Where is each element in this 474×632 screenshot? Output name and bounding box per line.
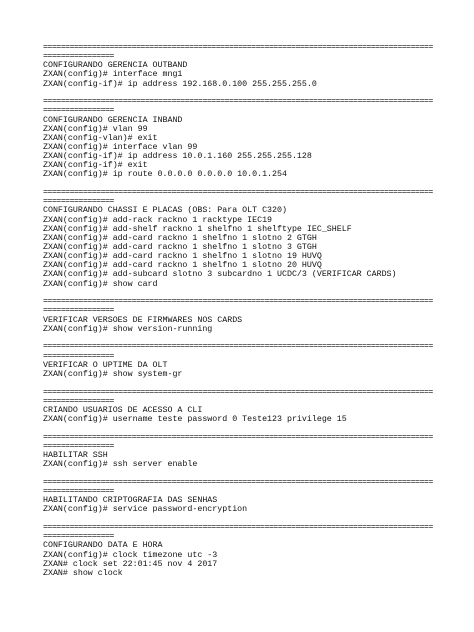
separator-rule-long: ======================================================================================== <box>43 297 433 307</box>
separator-rule-long: ======================================================================================== <box>43 523 433 533</box>
command-line: ZXAN(config)# clock timezone utc -3 <box>43 550 218 560</box>
section-heading: CONFIGURANDO GERENCIA OUTBAND <box>43 61 188 71</box>
command-line: ZXAN(config)# add-card rackno 1 shelfno 1 slotno 3 GTGH <box>43 243 317 252</box>
section <box>43 379 463 424</box>
command-line: ZXAN(config)# show card <box>43 279 158 289</box>
command-line: ZXAN(config-vlan)# exit <box>43 133 158 143</box>
section-heading: CRIANDO USUÁRIOS DE ACESSO A CLI <box>43 405 203 415</box>
section-gap <box>43 89 463 98</box>
separator-rule-long: ======================================================================================== <box>43 43 433 52</box>
section-gap <box>43 289 463 298</box>
section-heading: CONFIGURANDO GERENCIA INBAND <box>43 115 183 125</box>
separator-rule-short: ================ <box>43 396 114 406</box>
separator-rule-long: ======================================================================================== <box>43 387 433 397</box>
section <box>43 514 463 577</box>
section <box>43 43 463 89</box>
section <box>43 89 463 180</box>
command-line: ZXAN(config)# show system-gr <box>43 369 183 379</box>
command-line: ZXAN(config-if)# ip address 192.168.0.100 255.255.255.0 <box>43 79 317 89</box>
section <box>43 289 463 334</box>
section-gap <box>43 514 463 523</box>
separator-rule-long: ======================================================================================== <box>43 97 433 107</box>
separator-rule-short: ================ <box>43 197 114 207</box>
command-line: ZXAN# show clock <box>43 568 123 578</box>
command-line: ZXAN(config)# interface vlan 99 <box>43 143 198 152</box>
section <box>43 180 463 289</box>
document-page <box>43 43 463 578</box>
separator-rule-short: ================ <box>43 532 114 542</box>
section-heading: VERIFICAR VERSOES DE FIRMWARES NOS CARDS <box>43 315 243 325</box>
command-line: ZXAN(config)# show version-running <box>43 324 213 334</box>
command-line: ZXAN(config)# add-card rackno 1 shelfno 1 slotno 19 HUVQ <box>43 252 322 262</box>
section-gap <box>43 379 463 388</box>
separator-rule-short: ================ <box>43 306 114 316</box>
section <box>43 334 463 379</box>
section-heading: VERIFICAR O UPTIME DA OLT <box>43 360 168 370</box>
separator-rule-short: ================ <box>43 52 114 62</box>
command-line: ZXAN(config-if)# ip address 10.0.1.160 255.255.255.128 <box>43 152 312 162</box>
section-heading: HABILITANDO CRIPTOGRAFIA DAS SENHAS <box>43 496 218 506</box>
separator-rule-long: ======================================================================================== <box>43 342 433 352</box>
command-line: ZXAN(config)# add-rack rackno 1 racktype IEC19 <box>43 215 273 225</box>
separator-rule-short: ================ <box>43 441 114 451</box>
separator-rule-long: ======================================================================================== <box>43 477 433 487</box>
command-line: ZXAN(config)# add-shelf rackno 1 shelfno 1 shelftype IEC_SHELF <box>43 224 352 234</box>
section-gap <box>43 180 463 189</box>
command-line: ZXAN(config-if)# exit <box>43 161 148 171</box>
command-line: ZXAN(config)# add-subcard slotno 3 subcardno 1 UCDC/3 (VERIFICAR CARDS) <box>43 270 397 280</box>
separator-rule-long: ======================================================================================== <box>43 188 433 198</box>
section-gap <box>43 469 463 478</box>
command-line: ZXAN(config)# ssh server enable <box>43 460 198 470</box>
command-line: ZXAN(config)# service password-encryption <box>43 505 248 515</box>
section <box>43 469 463 514</box>
command-line: ZXAN(config)# add-card rackno 1 shelfno 1 slotno 2 GTGH <box>43 233 317 243</box>
command-line: ZXAN(config)# vlan 99 <box>43 124 148 134</box>
command-line: ZXAN(config)# add-card rackno 1 shelfno 1 slotno 20 HUVQ <box>43 261 322 271</box>
separator-rule-short: ================ <box>43 487 114 497</box>
section-heading: CONFIGURANDO CHASSI E PLACAS (OBS: Para OLT C320) <box>43 206 287 216</box>
section-gap <box>43 424 463 433</box>
command-line: ZXAN# clock set 22:01:45 nov 4 2017 <box>43 559 218 569</box>
section-heading: HABILITAR SSH <box>43 451 108 461</box>
command-line: ZXAN(config)# interface mng1 <box>43 70 183 80</box>
separator-rule-long: ======================================================================================== <box>43 432 433 442</box>
section-gap <box>43 334 463 343</box>
command-line: ZXAN(config)# username teste password 0 Teste123 privilege 15 <box>43 415 347 425</box>
section-heading: CONFIGURANDO DATA E HORA <box>43 541 163 551</box>
separator-rule-short: ================ <box>43 106 114 116</box>
separator-rule-short: ================ <box>43 351 114 361</box>
section <box>43 424 463 469</box>
command-line: ZXAN(config)# ip route 0.0.0.0 0.0.0.0 10.0.1.254 <box>43 170 287 180</box>
